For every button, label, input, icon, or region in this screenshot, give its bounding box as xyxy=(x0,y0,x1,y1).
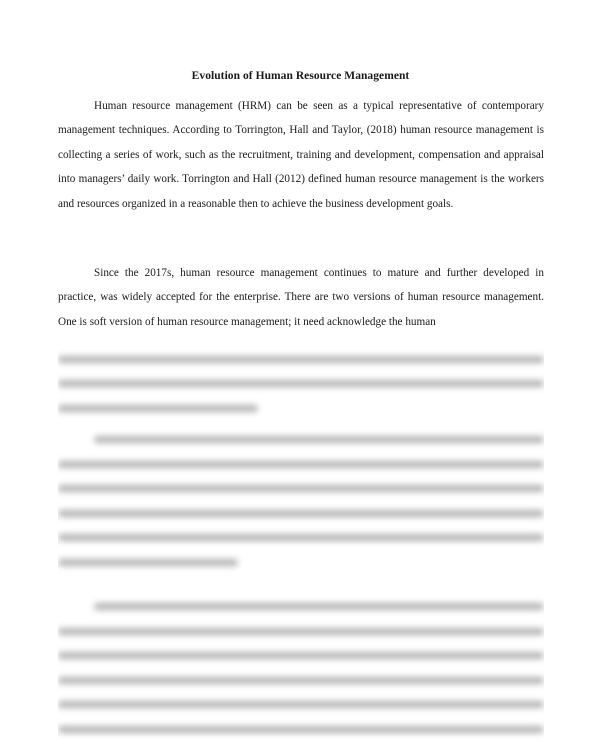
document-title: Evolution of Human Resource Management xyxy=(191,70,410,82)
blurred-line xyxy=(58,356,544,363)
blurred-line xyxy=(94,436,544,443)
blurred-line xyxy=(58,534,544,541)
blurred-line xyxy=(58,485,544,492)
blurred-line xyxy=(58,405,258,412)
paragraph-evolution: Since the 2017s, human resource management continues to mature and further developed in practice, was widely accepted for the enterprise. There are two versions of human resource management. One is soft version of human resource management; it need acknowledge the human xyxy=(58,267,544,328)
blurred-line xyxy=(58,677,544,684)
blurred-line xyxy=(58,701,544,708)
blurred-preview-region xyxy=(58,345,544,750)
blurred-line xyxy=(58,628,544,635)
blurred-line xyxy=(58,510,544,517)
paragraph-intro: Human resource management (HRM) can be seen as a typical representative of contemporary management techniques. According to Torrington, Hall and Taylor, (2018) human resource management is collecting a series of work, such as the recruitment, training and development, compensation and appraisal into managers’ daily work. Torrington and Hall (2012) defined human resource management is the workers and resources organized in a reasonable then to achieve the business development goals. xyxy=(58,100,544,210)
blurred-line xyxy=(58,652,544,659)
blurred-line xyxy=(94,603,544,610)
blurred-line xyxy=(58,461,544,468)
blurred-line xyxy=(58,559,238,566)
blurred-line xyxy=(58,380,544,387)
blurred-line xyxy=(58,726,544,733)
